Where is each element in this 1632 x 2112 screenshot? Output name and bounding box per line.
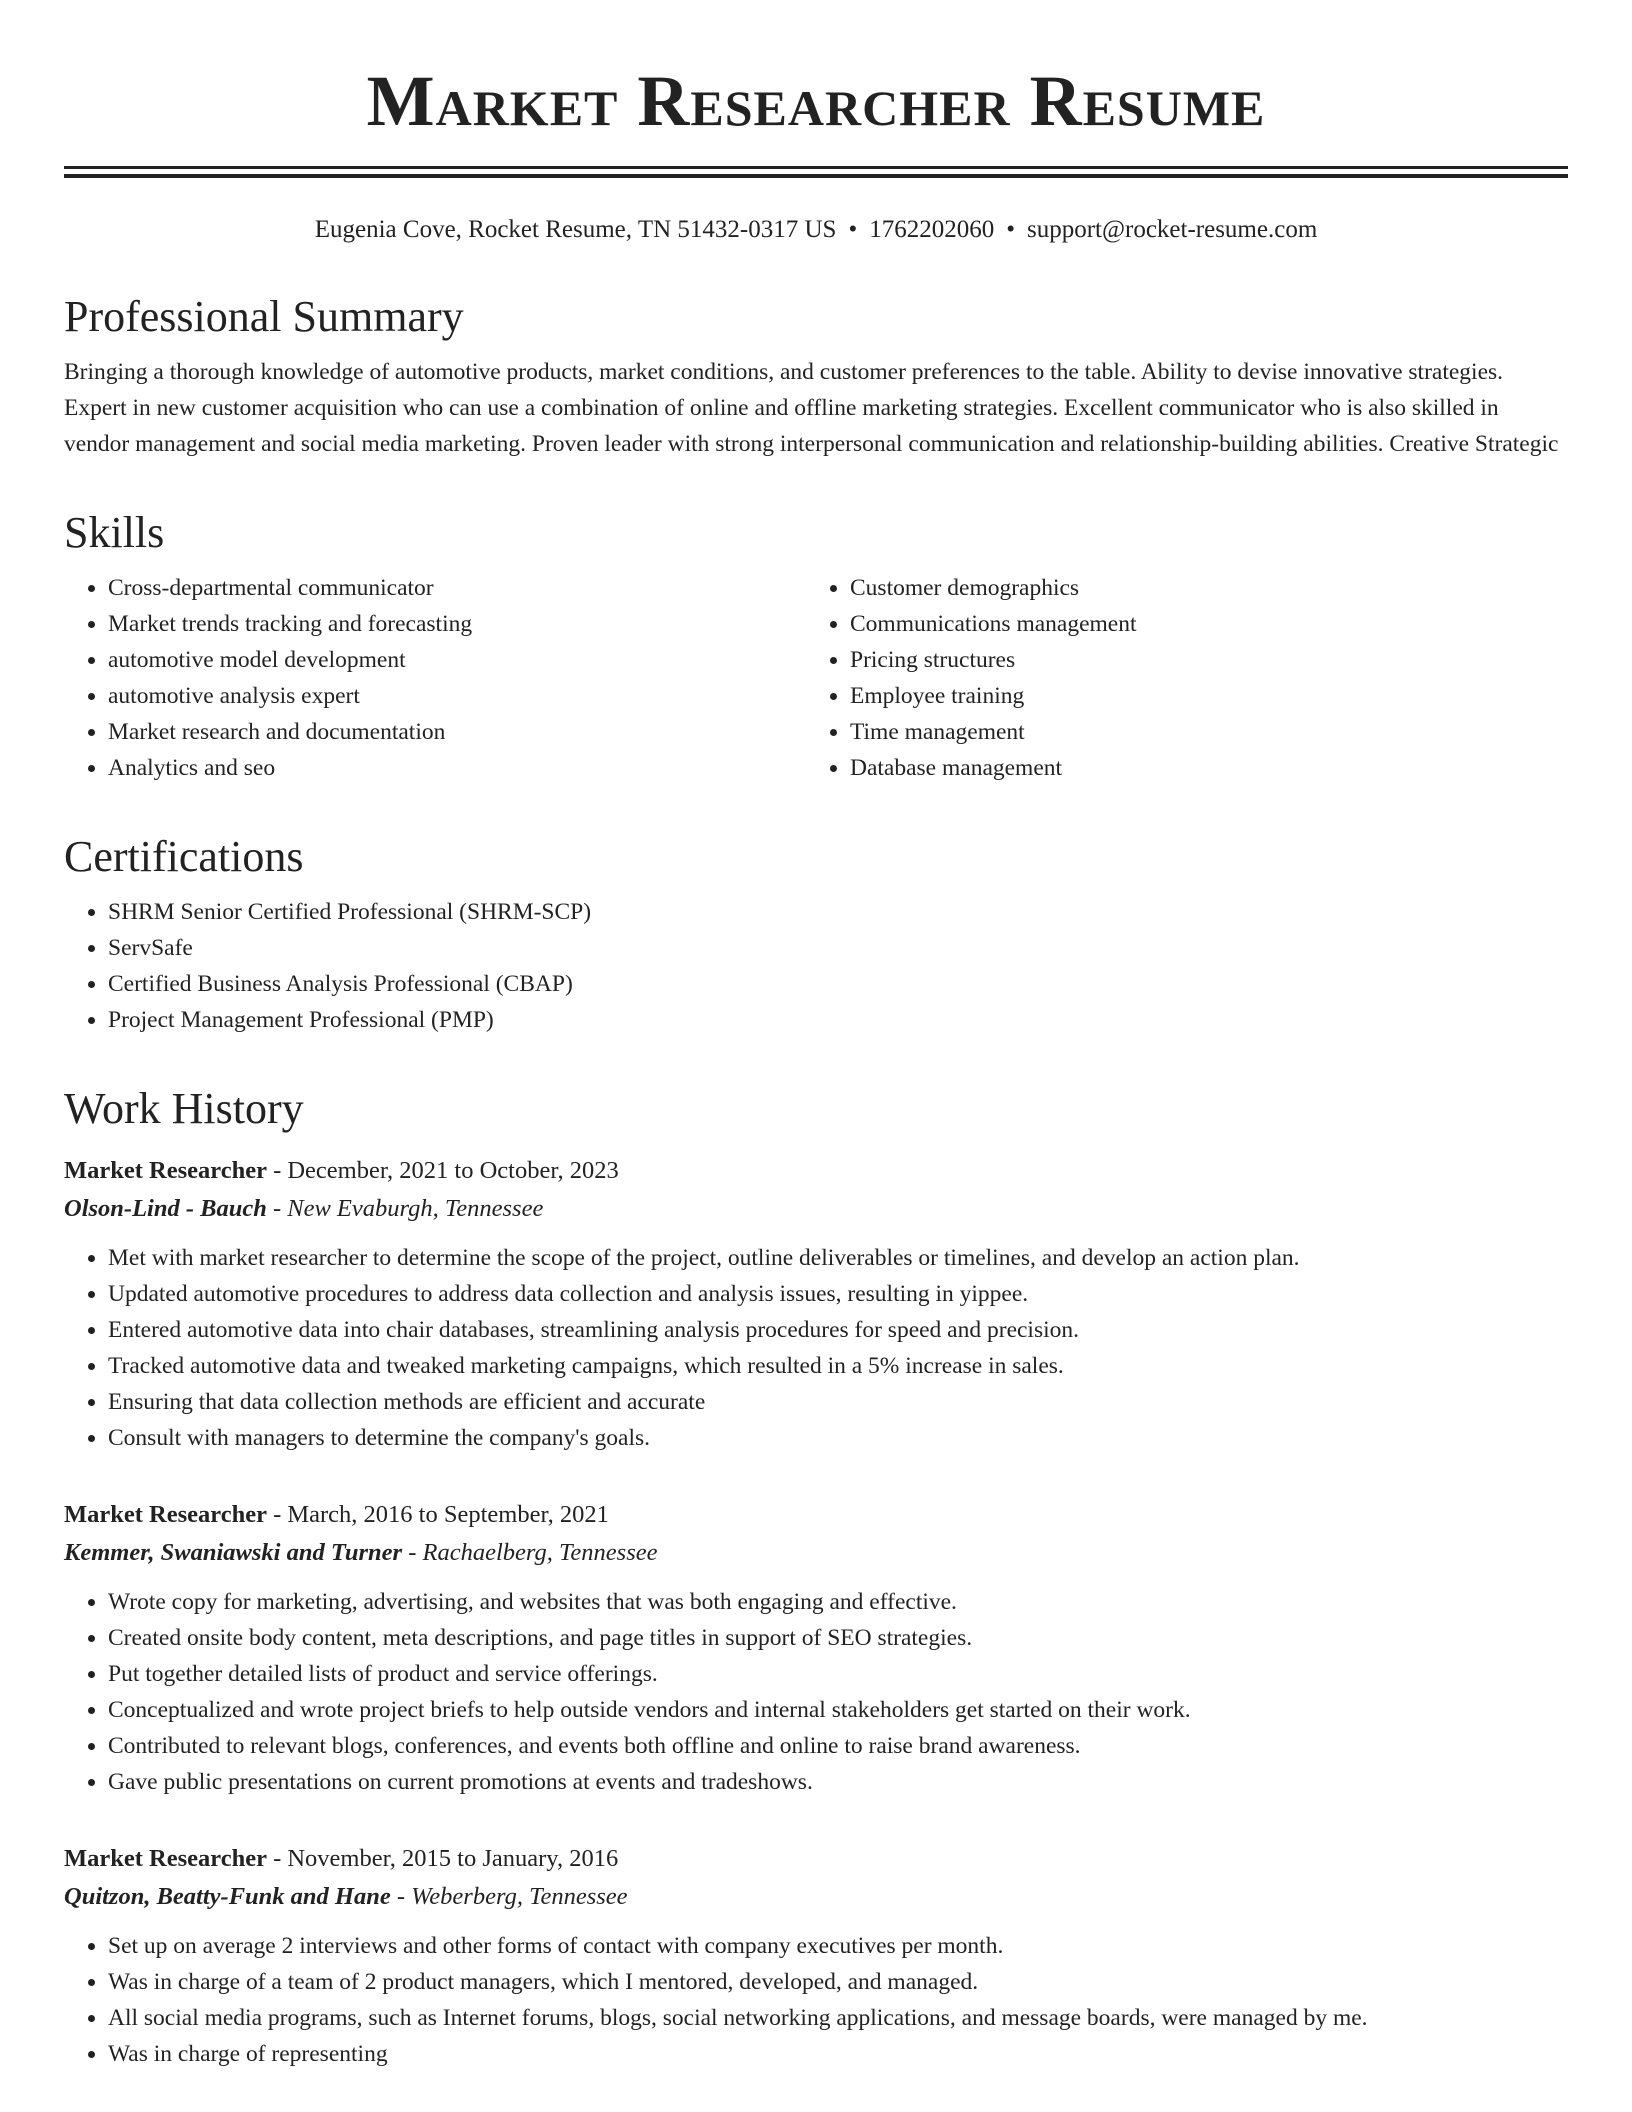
title-divider — [64, 166, 1568, 178]
certifications-section — [64, 832, 1568, 1038]
job-title-line — [64, 1496, 1568, 1534]
job-dates: - March, 2016 to September, 2021 — [266, 1501, 609, 1528]
skill-item: • Database management — [850, 750, 1568, 786]
job-bullet: • Gave public presentations on current promotions at events and tradeshows. — [108, 1764, 1568, 1800]
skills-heading: Skills — [64, 508, 165, 557]
skill-item: • Analytics and seo — [108, 750, 806, 786]
job-location: - Rachaelberg, Tennessee — [402, 1539, 658, 1566]
job-bullet: • Was in charge of a team of 2 product managers, which I mentored, developed, and managed. — [108, 1964, 1568, 2000]
job-title-line — [64, 1840, 1568, 1878]
certifications-list — [64, 894, 1568, 1038]
skills-list-left — [64, 570, 806, 786]
job-bullet: • Conceptualized and wrote project briefs to help outside vendors and internal stakeholders get started on their work. — [108, 1692, 1568, 1728]
job-company: Olson-Lind - Bauch — [64, 1195, 267, 1222]
job-bullet: • Ensuring that data collection methods are efficient and accurate — [108, 1384, 1568, 1420]
certification-item: • Project Management Professional (PMP) — [108, 1002, 1568, 1038]
summary-text: Bringing a thorough knowledge of automotive products, market conditions, and customer preferences to the table. Ability to devise innovative strategies. Expert in new customer acquisition who can use a combination of online and offline marketing strategies. Excellent communicator who is also skilled in vendor management and social media marketing. Proven leader with strong interpersonal communication and relationship-building abilities. Creative Strategic — [64, 359, 1559, 457]
skill-item: • Market trends tracking and forecasting — [108, 606, 806, 642]
skill-item: • automotive model development — [108, 642, 806, 678]
certification-item: • ServSafe — [108, 930, 1568, 966]
job-bullet: • Consult with managers to determine the company's goals. — [108, 1420, 1568, 1456]
contact-email: support@rocket-resume.com — [1026, 216, 1318, 243]
job-dates: - November, 2015 to January, 2016 — [266, 1845, 619, 1872]
job-dates: - December, 2021 to October, 2023 — [266, 1157, 619, 1184]
skills-section — [64, 508, 1568, 786]
summary-section — [64, 292, 1568, 462]
skill-item: • Market research and documentation — [108, 714, 806, 750]
skill-item: • Time management — [850, 714, 1568, 750]
job-bullet: • Entered automotive data into chair databases, streamlining analysis procedures for speed and precision. — [108, 1312, 1568, 1348]
job-bullet: • Met with market researcher to determine the scope of the project, outline deliverables or timelines, and develop an action plan. — [108, 1240, 1568, 1276]
certification-item: • Certified Business Analysis Professional (CBAP) — [108, 966, 1568, 1002]
contact-separator: • — [848, 216, 858, 243]
job-bullets — [64, 1928, 1568, 2072]
job-bullet: • Tracked automotive data and tweaked marketing campaigns, which resulted in a 5% increase in sales. — [108, 1348, 1568, 1384]
job-company: Kemmer, Swaniawski and Turner — [64, 1539, 403, 1566]
skill-item: • automotive analysis expert — [108, 678, 806, 714]
job-company-line — [64, 1190, 1568, 1228]
skill-item: • Pricing structures — [850, 642, 1568, 678]
job-bullet: • All social media programs, such as Internet forums, blogs, social networking applications, and message boards, were managed by me. — [108, 2000, 1568, 2036]
skill-item: • Customer demographics — [850, 570, 1568, 606]
certification-item: • SHRM Senior Certified Professional (SHRM-SCP) — [108, 894, 1568, 930]
skills-list-right — [806, 570, 1568, 786]
page-title: Market Researcher Resume — [366, 61, 1266, 141]
job-bullet: • Set up on average 2 interviews and other forms of contact with company executives per month. — [108, 1928, 1568, 1964]
job-bullet: • Wrote copy for marketing, advertising, and websites that was both engaging and effective. — [108, 1584, 1568, 1620]
job-bullets — [64, 1584, 1568, 1800]
work-history-heading: Work History — [64, 1084, 304, 1133]
job-bullet: • Created onsite body content, meta descriptions, and page titles in support of SEO strategies. — [108, 1620, 1568, 1656]
job-company: Quitzon, Beatty-Funk and Hane — [64, 1883, 391, 1910]
job-company-line — [64, 1534, 1568, 1572]
job-entry — [64, 1496, 1568, 1800]
job-company-line — [64, 1878, 1568, 1916]
job-role: Market Researcher — [64, 1501, 267, 1528]
skill-item: • Communications management — [850, 606, 1568, 642]
skill-item: • Employee training — [850, 678, 1568, 714]
job-location: - Weberberg, Tennessee — [390, 1883, 628, 1910]
job-role: Market Researcher — [64, 1157, 267, 1184]
summary-heading: Professional Summary — [64, 292, 464, 341]
contact-phone: 1762202060 — [869, 216, 995, 243]
contact-address: Eugenia Cove, Rocket Resume, TN 51432-0317 US — [314, 216, 837, 243]
job-location: - New Evaburgh, Tennessee — [266, 1195, 544, 1222]
skill-item: • Cross-departmental communicator — [108, 570, 806, 606]
skills-grid — [64, 570, 1568, 786]
work-history-section — [64, 1084, 1568, 2072]
certifications-heading: Certifications — [64, 832, 304, 881]
job-bullet: • Put together detailed lists of product and service offerings. — [108, 1656, 1568, 1692]
job-bullet: • Updated automotive procedures to address data collection and analysis issues, resulting in yippee. — [108, 1276, 1568, 1312]
job-role: Market Researcher — [64, 1845, 267, 1872]
job-title-line — [64, 1152, 1568, 1190]
job-bullet: • Was in charge of representing — [108, 2036, 1568, 2072]
job-entry — [64, 1840, 1568, 2072]
contact-separator: • — [1006, 216, 1015, 243]
contact-line — [64, 214, 1568, 246]
job-bullet: • Contributed to relevant blogs, conferences, and events both offline and online to raise brand awareness. — [108, 1728, 1568, 1764]
job-bullets — [64, 1240, 1568, 1456]
job-entry — [64, 1152, 1568, 1456]
